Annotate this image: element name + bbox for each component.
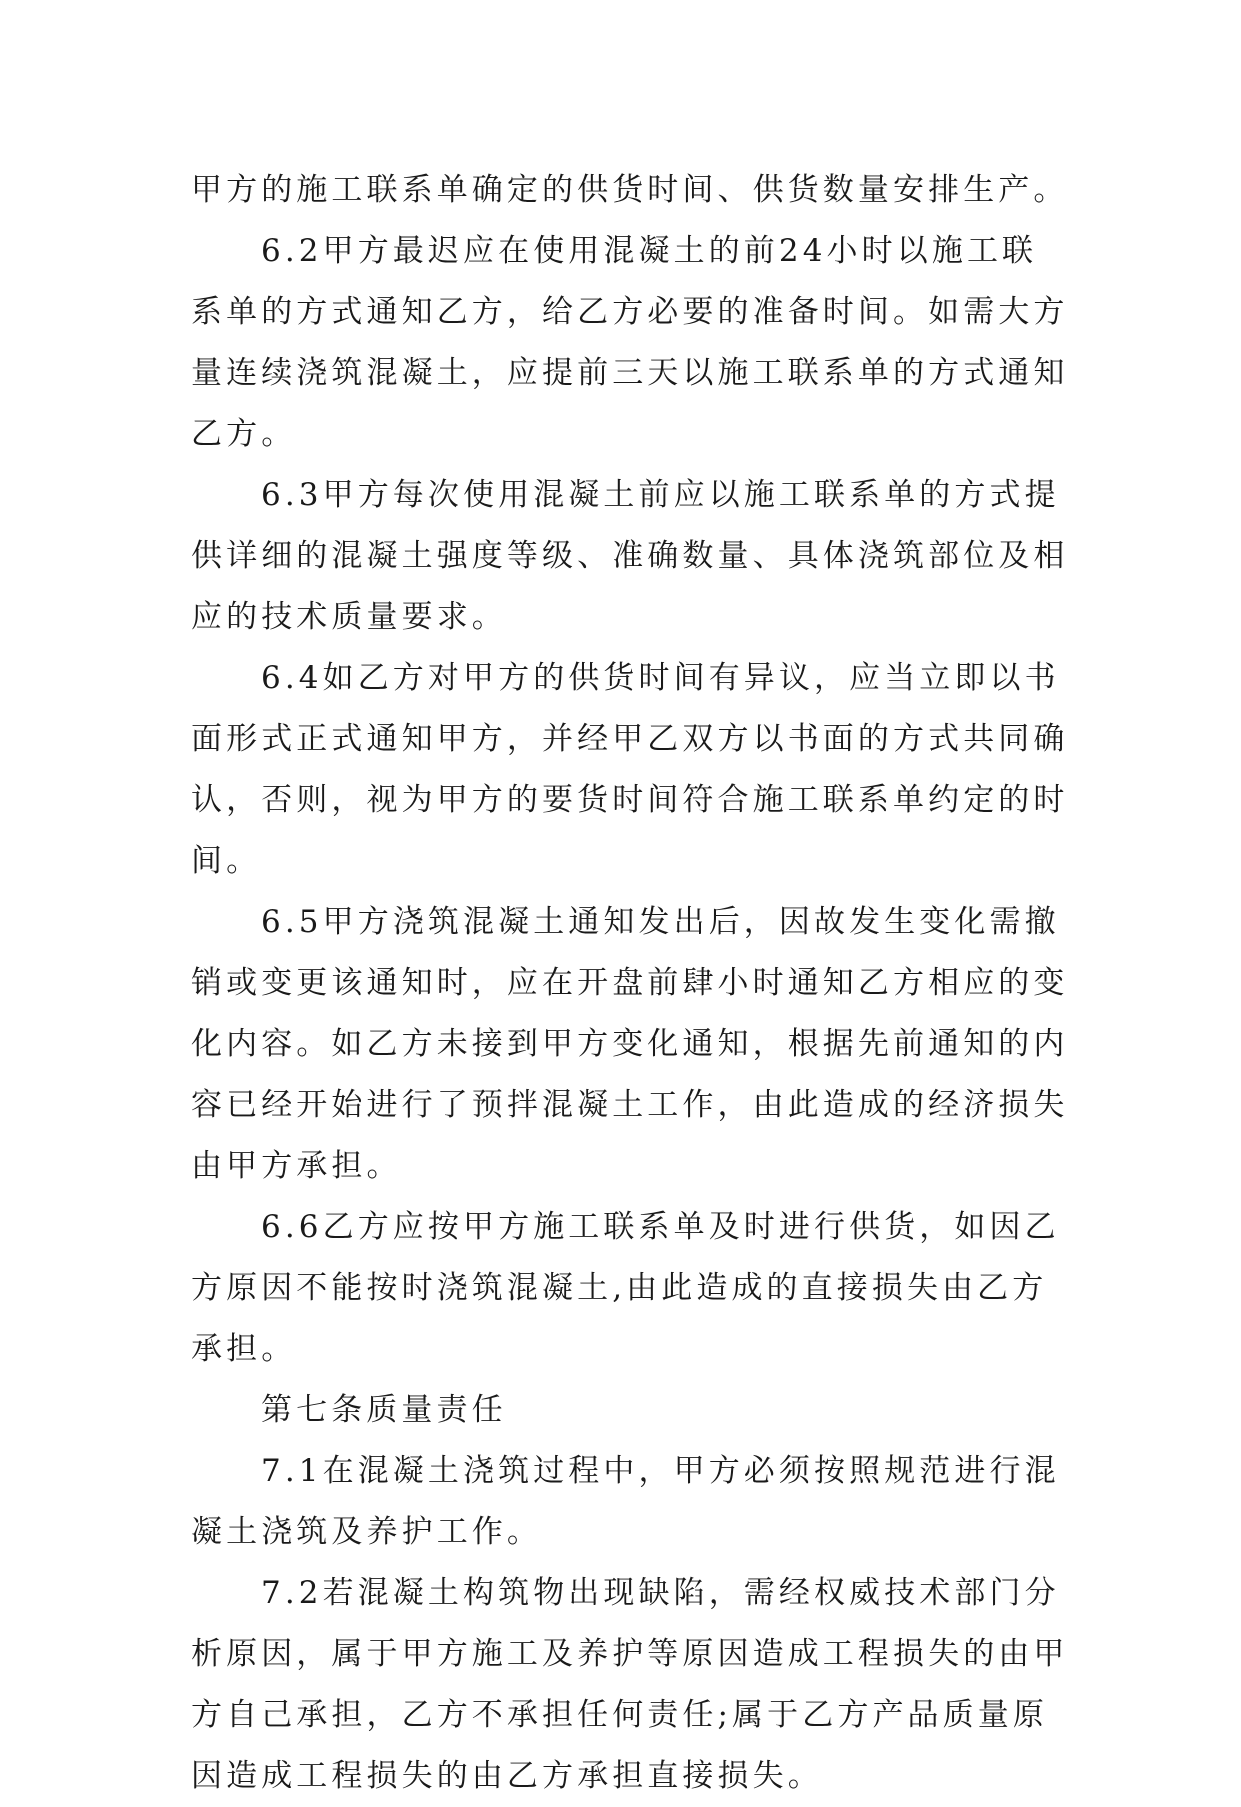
paragraph-6-5: 6.5甲方浇筑混凝土通知发出后，因故发生变化需撤销或变更该通知时，应在开盘前肆小时通知乙方相应的变化内容。如乙方未接到甲方变化通知，根据先前通知的内容已经开始进行了预拌混凝土工作，由此造成的经济损失由甲方承担。 bbox=[191, 904, 1069, 1184]
paragraph-6-6: 6.6乙方应按甲方施工联系单及时进行供货，如因乙方原因不能按时浇筑混凝土,由此造成的直接损失由乙方承担。 bbox=[191, 1209, 1060, 1367]
paragraph-6-3: 6.3甲方每次使用混凝土前应以施工联系单的方式提供详细的混凝土强度等级、准确数量、具体浇筑部位及相应的技术质量要求。 bbox=[191, 477, 1069, 635]
paragraph-6-2: 6.2甲方最迟应在使用混凝土的前24小时以施工联系单的方式通知乙方，给乙方必要的准备时间。如需大方量连续浇筑混凝土，应提前三天以施工联系单的方式通知乙方。 bbox=[191, 233, 1069, 452]
paragraph-7-1: 7.1在混凝土浇筑过程中，甲方必须按照规范进行混凝土浇筑及养护工作。 bbox=[191, 1453, 1060, 1550]
document-body bbox=[191, 160, 1071, 1807]
section-heading-article-7: 第七条质量责任 bbox=[261, 1392, 507, 1428]
paragraph-6-1-continued: 甲方的施工联系单确定的供货时间、供货数量安排生产。 bbox=[191, 172, 1069, 208]
paragraph-6-4: 6.4如乙方对甲方的供货时间有异议，应当立即以书面形式正式通知甲方，并经甲乙双方以书面的方式共同确认，否则，视为甲方的要货时间符合施工联系单约定的时间。 bbox=[191, 660, 1069, 879]
paragraph-7-2: 7.2若混凝土构筑物出现缺陷，需经权威技术部门分析原因，属于甲方施工及养护等原因造成工程损失的由甲方自己承担，乙方不承担任何责任;属于乙方产品质量原因造成工程损失的由乙方承担直接损失。 bbox=[191, 1575, 1069, 1794]
